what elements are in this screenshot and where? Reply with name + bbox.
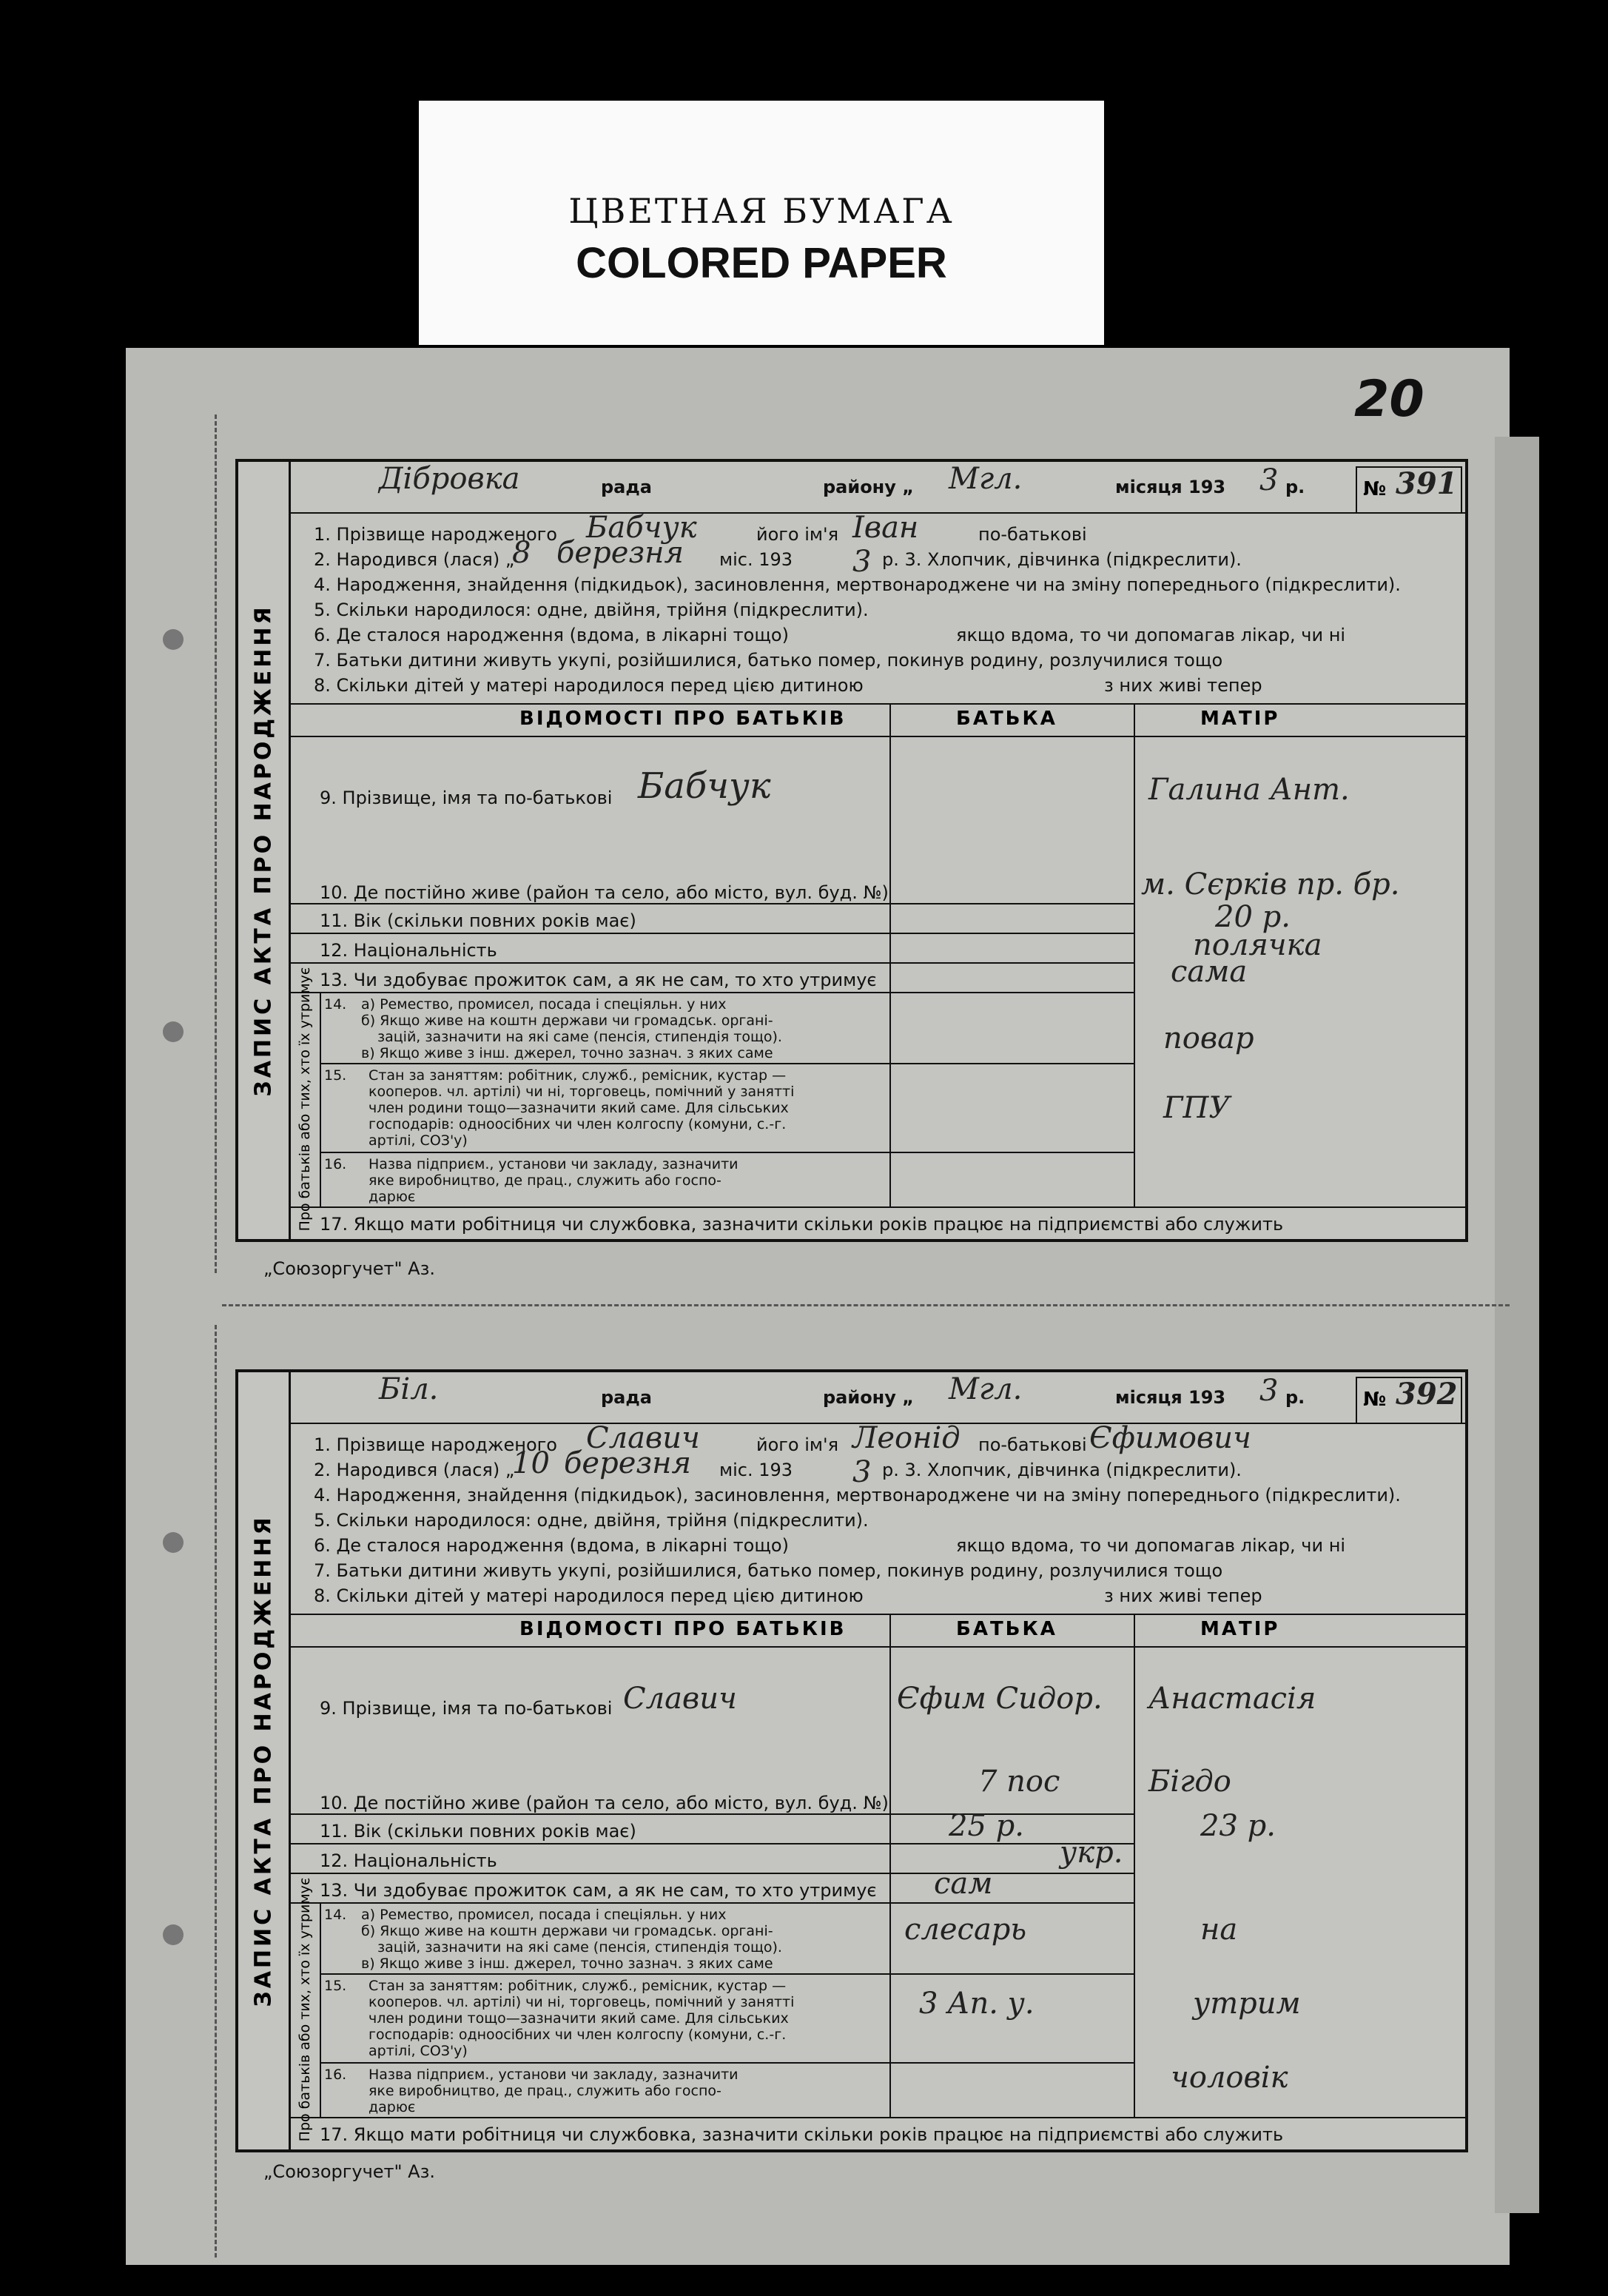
father-nationality: укр.: [1060, 1836, 1123, 1870]
vertical-title: ЗАПИС АКТА ПРО НАРОДЖЕННЯ: [238, 462, 291, 1239]
father-name: Бабчук: [638, 765, 771, 807]
number-box: № 392: [1356, 1377, 1462, 1424]
r-label: р.: [1285, 1387, 1305, 1408]
father-support: сам: [934, 1867, 993, 1901]
mother-support: сама: [1171, 955, 1248, 989]
mother-status: утрим: [1193, 1987, 1301, 2021]
col-info-header: ВІДОМОСТІ ПРО БАТЬКІВ: [519, 1618, 847, 1640]
father-residence: 7 пос: [978, 1765, 1060, 1799]
tag-en: COLORED PAPER: [576, 239, 947, 287]
sheet-edge: [1495, 437, 1539, 2213]
raion-value: Мгл.: [949, 462, 1023, 496]
mother-name: Анастасія: [1148, 1682, 1316, 1716]
record-number: 391: [1396, 466, 1458, 501]
birth-record-form-2: ЗАПИС АКТА ПРО НАРОДЖЕННЯ Біл. рада Мгл. району „ місяця 193 3 р. № 392 1. Прізвище народженого Славич його ім'я Леонід по-батькові Єфимович 2. Народився (лася) „ 10 березня міс. 193 3 р. 3. Хлопчик, дівчинка (підкреслити). 4. Народження, знайдення (підкидьок), засиновлення, мертвонароджене чи на зміну попереднього (підкреслити). 5. Скільки народилося: одне, двійня, трійня (підкреслити). 6. Де сталося народження (вдома, в лікарні тощо) якщо вдома, то чи допомагав лікар, чи ні 7. Батьки дитини живуть укупі, розійшилися, батько помер, покинув родину, розлучилися тощо 8. Скільки дітей у матері народилося перед цією дитиною з них живі тепер ВІДОМОСТІ ПРО БАТЬКІВ БАТЬКА МАТІР 9. Прізвище, імя та по-батькові Славич Єфим Сидор. Анастасія 10. Де постійно живе (район та село, або місто, вул. буд. №) 7 пос Бігдо 11. Вік (скільки повних років має) 25 р. 23 р. 12. Національність укр. 13. Чи здобуває прожиток сам, а як не сам, то хто утримує сам Про батьків або тих, хто їх утримує 14. а) Ремество, промисел, посада і спеціяльн. у них б) Якщо живе на коштн держави чи громадськ. органі- зацій, зазначити на які саме (пенсія, стипендія тощо). в) Якщо живе з інш. джерел, точно зазнач. з яких саме слесарь на 15. Стан за заняттям: робітник, служб., ремісник, кустар — кооперов. чл. артілі) чи ні, торговець, помічний у занятті член родини тощо—зазначити який саме. Для сільських господарів: одноосібних чи член колгоспу (комуни, с.-г. артілі, СОЗ'у) 3 Ап. у. утрим 16. Назва підприєм., установи чи закладу, зазначити яке виробництво, де прац., служить або госпо- дарює чоловік 17. Якщо мати робітниця чи службовка, зазначити скільки років працює на підприємстві або служить: [235, 1369, 1468, 2152]
birth-record-form-1: ЗАПИС АКТА ПРО НАРОДЖЕННЯ Дібровка рада Мгл. району „ місяця 193 3 р. № 391 1. Прізвище народженого Бабчук його ім'я Іван по-батькові 2. Народився (лася) „ 8 березня міс. 193 3 р. 3. Хлопчик, дівчинка (підкреслити). 4. Народження, знайдення (підкидьок), засиновлення, мертвонароджене чи на зміну попереднього (підкреслити). 5. Скільки народилося: одне, двійня, трійня (підкреслити). 6. Де сталося народження (вдома, в лікарні тощо) якщо вдома, то чи допомагав лікар, чи ні 7. Батьки дитини живуть укупі, розійшилися, батько помер, покинув родину, розлучилися тощо 8. Скільки дітей у матері народилося перед цією дитиною з них живі тепер ВІДОМОСТІ ПРО БАТЬКІВ БАТЬКА МАТІР 9. Прізвище, імя та по-батькові Бабчук Галина Ант. 10. Де постійно живе (район та село, або місто, вул. буд. №) м. Сєрків пр. бр. 11. Вік (скільки повних років має) 20 р. 12. Національність полячка 13. Чи здобуває прожиток сам, а як не сам, то хто утримує сама Про батьків або тих, хто їх утримує 14. а) Ремество, промисел, посада і спеціяльн. у них б) Якщо живе на коштн держави чи громадськ. органі- зацій, зазначити на які саме (пенсія, стипендія тощо). в) Якщо живе з інш. джерел, точно зазнач. з яких саме повар 15. Стан за заняттям: робітник, служб., ремісник, кустар — кооперов. чл. артілі) чи ні, торговець, помічний у занятті член родини тощо—зазначити який саме. Для сільських господарів: одноосібних чи член колгоспу (комуни, с.-г. артілі, СОЗ'у) ГПУ 16. Назва підприєм., установи чи закладу, зазначити яке виробництво, де прац., служить або госпо- дарює 17. Якщо мати робітниця чи службовка, зазначити скільки років працює на підприємстві або служить: [235, 459, 1468, 1242]
raion-label: району „: [823, 1387, 915, 1408]
perforation-top: [215, 414, 219, 1273]
vertical-title: ЗАПИС АКТА ПРО НАРОДЖЕННЯ: [238, 1372, 291, 2149]
footer-2: „Союзоргучет" Аз.: [263, 2161, 435, 2182]
number-box: № 391: [1356, 466, 1462, 514]
sub-vertical-label: Про батьків або тих, хто їх утримує: [290, 1902, 321, 2117]
mother-trade: на: [1200, 1913, 1238, 1947]
year-digit: 3: [1259, 1374, 1279, 1408]
father-age: 25 р.: [949, 1809, 1024, 1843]
raion-value: Мгл.: [949, 1372, 1023, 1406]
col-info-header: ВІДОМОСТІ ПРО БАТЬКІВ: [519, 708, 847, 730]
rada-value: Біл.: [379, 1372, 439, 1406]
mother-residence: Бігдо: [1148, 1765, 1231, 1799]
sub-vertical-label: Про батьків або тих, хто їх утримує: [290, 992, 321, 1206]
colored-paper-tag: [419, 101, 1104, 345]
col-mother-header: МАТІР: [1200, 1618, 1280, 1640]
mother-enterprise: чоловік: [1171, 2061, 1288, 2095]
father-status: 3 Ап. у.: [919, 1987, 1035, 2021]
mother-residence: м. Сєрків пр. бр.: [1141, 867, 1400, 902]
footer-1: „Союзоргучет" Аз.: [263, 1258, 435, 1279]
mother-name: Галина Ант.: [1148, 773, 1350, 807]
month-label: місяця 193: [1115, 477, 1226, 497]
perforation-bottom: [215, 1325, 219, 2258]
page-number: 20: [1354, 370, 1424, 429]
col-father-header: БАТЬКА: [956, 1618, 1057, 1640]
father-name: Єфим Сидор.: [897, 1682, 1103, 1716]
record-number: 392: [1396, 1377, 1458, 1411]
tag-ru: ЦВЕТНАЯ БУМАГА: [568, 191, 955, 231]
tear-line: [222, 1304, 1510, 1306]
col-mother-header: МАТІР: [1200, 708, 1280, 730]
punch-hole: [163, 1532, 184, 1553]
col-father-header: БАТЬКА: [956, 708, 1057, 730]
mother-age: 20 р.: [1215, 900, 1291, 934]
rada-label: рада: [601, 477, 652, 497]
punch-hole: [163, 1924, 184, 1945]
child-surname-col: Славич: [623, 1682, 737, 1716]
rada-value: Дібровка: [379, 462, 520, 496]
mother-nationality: полячка: [1193, 928, 1322, 962]
rada-label: рада: [601, 1387, 652, 1408]
father-trade: слесарь: [904, 1913, 1027, 1947]
year-digit: 3: [1259, 463, 1279, 497]
mother-status: ГПУ: [1163, 1091, 1231, 1125]
mother-trade: повар: [1163, 1021, 1254, 1055]
r-label: р.: [1285, 477, 1305, 497]
punch-hole: [163, 629, 184, 650]
punch-hole: [163, 1021, 184, 1042]
month-label: місяця 193: [1115, 1387, 1226, 1408]
raion-label: району „: [823, 477, 915, 497]
mother-age: 23 р.: [1200, 1809, 1276, 1843]
